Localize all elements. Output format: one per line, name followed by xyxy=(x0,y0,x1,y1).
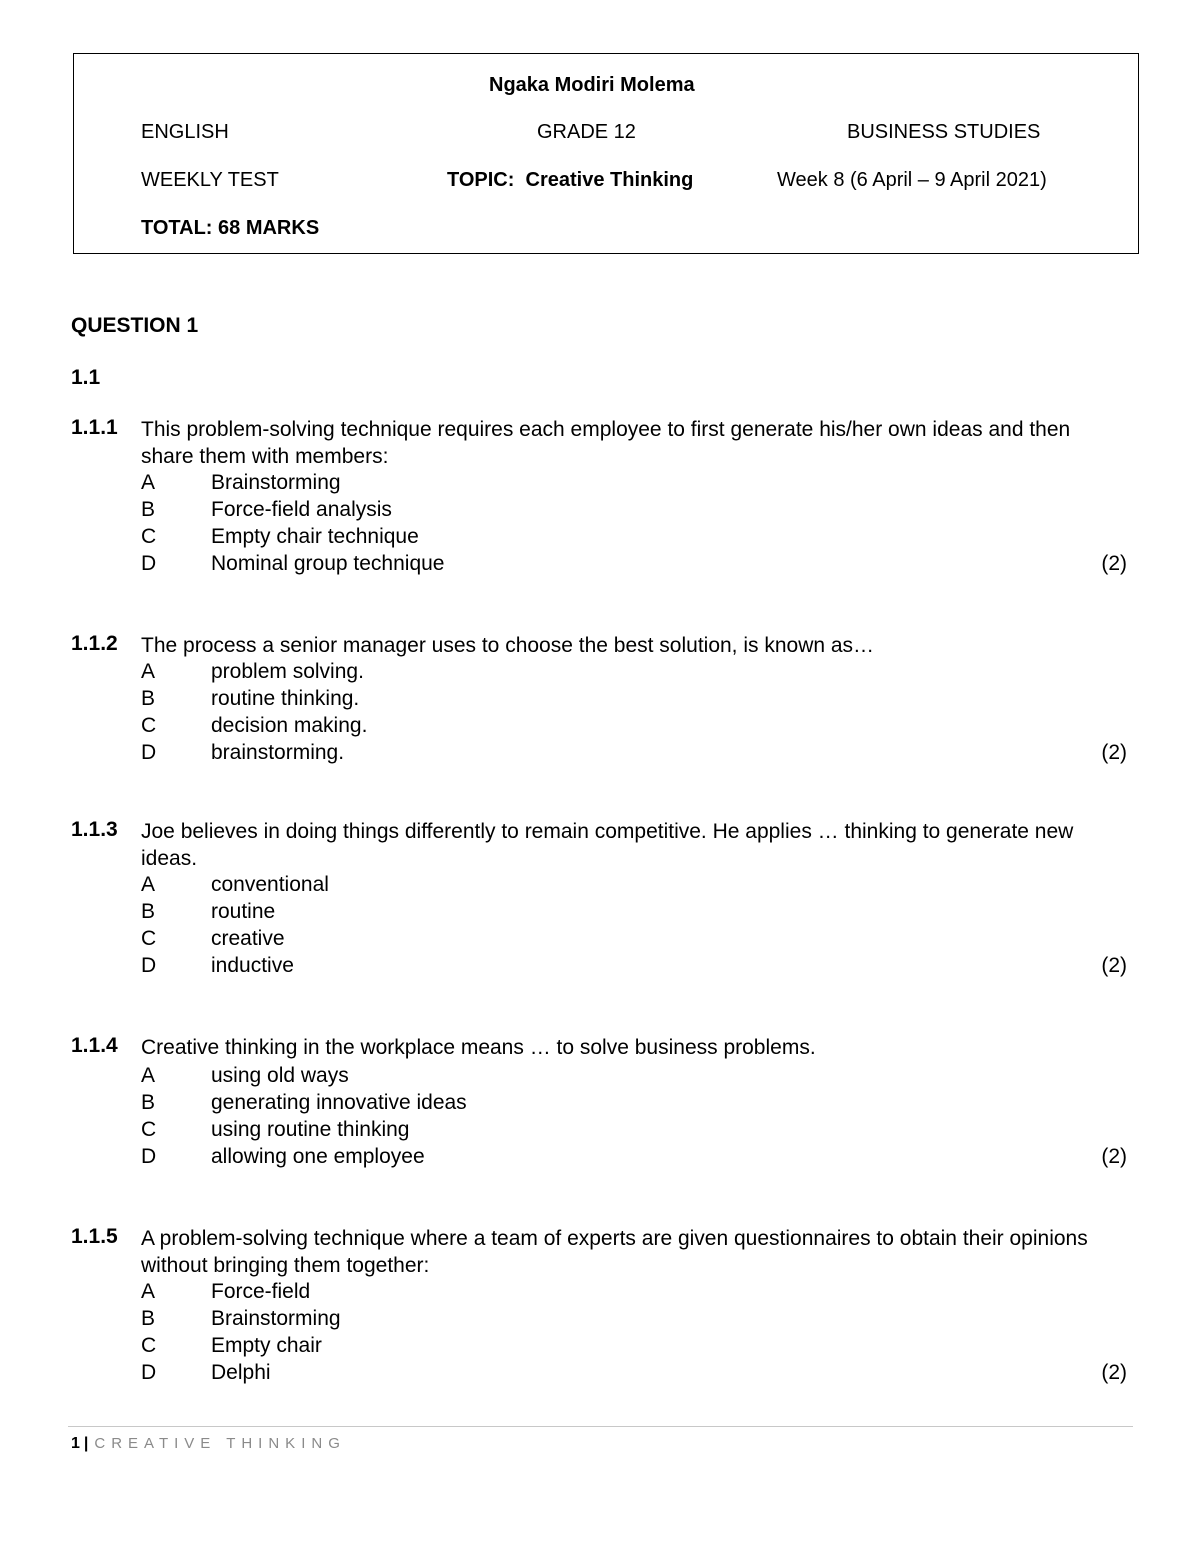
option-text: using old ways xyxy=(211,1064,349,1087)
option-text: using routine thinking xyxy=(211,1118,410,1141)
option-a xyxy=(141,469,1131,496)
question-number: 1.1.2 xyxy=(71,632,118,655)
question-text: Creative thinking in the workplace means … to solve business problems. xyxy=(141,1036,816,1059)
page-number: 1 xyxy=(71,1435,80,1452)
language-label: ENGLISH xyxy=(141,121,229,143)
option-letter: C xyxy=(141,525,157,548)
option-text: generating innovative ideas xyxy=(211,1091,467,1114)
topic-value: Creative Thinking xyxy=(525,169,694,191)
option-c xyxy=(141,523,1131,550)
option-letter: C xyxy=(141,1334,157,1357)
option-letter: B xyxy=(141,900,156,923)
question-text: Joe believes in doing things differently to remain competitive. He applies … thinking to generate new ideas. xyxy=(141,820,1074,870)
grade-label: GRADE 12 xyxy=(537,121,636,143)
option-a xyxy=(141,1062,1131,1089)
option-text: Force-field xyxy=(211,1280,311,1303)
option-letter: D xyxy=(141,741,157,764)
option-d xyxy=(141,952,1131,979)
option-a xyxy=(141,871,1131,898)
option-text: routine thinking. xyxy=(211,687,360,710)
option-letter: D xyxy=(141,954,157,977)
school-name: Ngaka Modiri Molema xyxy=(489,74,695,96)
option-b xyxy=(141,1305,1131,1332)
marks: (2) xyxy=(1101,954,1127,977)
footer-divider xyxy=(68,1426,1133,1427)
topic-line xyxy=(447,168,693,192)
option-letter: D xyxy=(141,1361,157,1384)
option-b xyxy=(141,496,1131,523)
question-number: 1.1.4 xyxy=(71,1034,118,1057)
option-text: decision making. xyxy=(211,714,368,737)
total-marks: TOTAL: 68 MARKS xyxy=(141,217,320,239)
option-letter: C xyxy=(141,1118,157,1141)
section-number: 1.1 xyxy=(71,366,101,389)
option-text: Force-field analysis xyxy=(211,498,392,521)
option-letter: A xyxy=(141,873,156,896)
question-number: 1.1.3 xyxy=(71,818,118,841)
option-letter: B xyxy=(141,498,156,521)
question-text: The process a senior manager uses to choose the best solution, is known as… xyxy=(141,634,875,657)
subject-label: BUSINESS STUDIES xyxy=(847,121,1041,143)
option-letter: C xyxy=(141,714,157,737)
question-text: A problem-solving technique where a team of experts are given questionnaires to obtain their opinions without bringing them together: xyxy=(141,1227,1088,1277)
option-text: creative xyxy=(211,927,285,950)
option-letter: A xyxy=(141,1280,156,1303)
option-a xyxy=(141,1278,1131,1305)
option-letter: A xyxy=(141,471,156,494)
option-text: conventional xyxy=(211,873,329,896)
test-type-label: WEEKLY TEST xyxy=(141,169,279,191)
option-text: Empty chair xyxy=(211,1334,322,1357)
topic-label: TOPIC: xyxy=(447,169,515,191)
option-letter: D xyxy=(141,1145,157,1168)
marks: (2) xyxy=(1101,1145,1127,1168)
footer-separator: | xyxy=(83,1435,89,1452)
option-text: Brainstorming xyxy=(211,471,341,494)
option-letter: B xyxy=(141,1307,156,1330)
option-a xyxy=(141,658,1131,685)
marks: (2) xyxy=(1101,741,1127,764)
option-letter: B xyxy=(141,687,156,710)
option-text: brainstorming. xyxy=(211,741,345,764)
option-text: Brainstorming xyxy=(211,1307,341,1330)
option-text: Delphi xyxy=(211,1361,271,1384)
option-d xyxy=(141,1359,1131,1386)
question-text: This problem-solving technique requires each employee to first generate his/her own ideas and then share them with members: xyxy=(141,418,1071,468)
option-text: Empty chair technique xyxy=(211,525,419,548)
option-c xyxy=(141,1332,1131,1359)
option-b xyxy=(141,898,1131,925)
marks: (2) xyxy=(1101,552,1127,575)
footer-title: CREATIVE THINKING xyxy=(94,1435,346,1452)
option-c xyxy=(141,1116,1131,1143)
option-text: routine xyxy=(211,900,276,923)
option-letter: C xyxy=(141,927,157,950)
option-b xyxy=(141,1089,1131,1116)
question-title: QUESTION 1 xyxy=(71,314,199,337)
option-b xyxy=(141,685,1131,712)
question-number: 1.1.5 xyxy=(71,1225,118,1248)
option-letter: D xyxy=(141,552,157,575)
option-c xyxy=(141,925,1131,952)
option-text: allowing one employee xyxy=(211,1145,425,1168)
week-label: Week 8 (6 April – 9 April 2021) xyxy=(777,169,1047,191)
option-text: inductive xyxy=(211,954,294,977)
option-d xyxy=(141,739,1131,766)
marks: (2) xyxy=(1101,1361,1127,1384)
option-text: Nominal group technique xyxy=(211,552,445,575)
page-footer xyxy=(71,1435,346,1453)
option-text: problem solving. xyxy=(211,660,364,683)
option-letter: B xyxy=(141,1091,156,1114)
option-d xyxy=(141,550,1131,577)
option-c xyxy=(141,712,1131,739)
question-number: 1.1.1 xyxy=(71,416,118,439)
option-letter: A xyxy=(141,1064,156,1087)
option-letter: A xyxy=(141,660,156,683)
option-d xyxy=(141,1143,1131,1170)
header-box xyxy=(73,53,1139,254)
